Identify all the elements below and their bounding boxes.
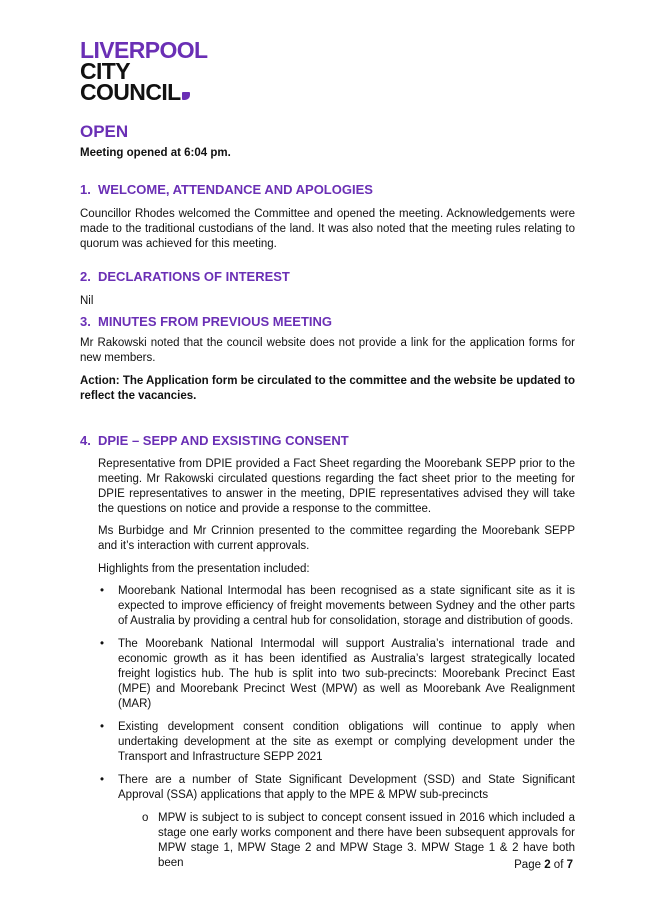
section-4-heading bbox=[80, 433, 349, 448]
page-total: 7 bbox=[566, 859, 573, 871]
section-2-heading bbox=[80, 269, 290, 284]
list-item bbox=[98, 637, 575, 712]
list-item-text: There are a number of State Significant Development (SSD) and State Significant Approval (SSA) applications that apply to the MPE & MPW sub-precincts bbox=[118, 774, 575, 801]
page-footer bbox=[514, 859, 573, 871]
list-item bbox=[98, 773, 575, 871]
bullet-icon: • bbox=[100, 774, 105, 786]
section-3-paragraph: Mr Rakowski noted that the council website does not provide a link for the application forms for new members. bbox=[80, 337, 575, 364]
section-title: WELCOME, ATTENDANCE AND APOLOGIES bbox=[98, 182, 373, 197]
list-item-text: Existing development consent condition obligations will continue to apply when undertaking development at the site as exempt or complying development under the Transport and Infrastructure SEPP 2021 bbox=[118, 721, 575, 763]
bullet-icon: • bbox=[100, 585, 105, 597]
section-number: 3. bbox=[80, 314, 91, 329]
sub-list bbox=[118, 811, 575, 871]
sub-list-item-text: MPW is subject to is subject to concept consent issued in 2016 which included a stage one early works component and there have been subsequent approvals for MPW stage 1, MPW Stage 2 and MPW Stage 3. MPW Stage 1 & 2 have both been bbox=[158, 812, 575, 869]
section-1-heading bbox=[80, 182, 373, 197]
highlights-list bbox=[98, 584, 575, 879]
section-2-paragraph: Nil bbox=[80, 295, 94, 307]
section-number: 2. bbox=[80, 269, 91, 284]
section-4-paragraph-3: Highlights from the presentation included: bbox=[98, 563, 310, 575]
meeting-opened-text: Meeting opened at 6:04 pm. bbox=[80, 147, 231, 159]
logo-line-3-row bbox=[80, 79, 208, 105]
open-heading: OPEN bbox=[80, 122, 129, 141]
section-4-paragraph-2: Ms Burbidge and Mr Crinnion presented to the committee regarding the Moorebank SEPP and it’s interaction with current approvals. bbox=[98, 525, 575, 552]
list-item bbox=[98, 720, 575, 765]
section-title: MINUTES FROM PREVIOUS MEETING bbox=[98, 314, 333, 329]
section-3-action: Action: The Application form be circulated to the committee and the website be updated to reflect the vacancies. bbox=[80, 375, 575, 402]
section-1-paragraph: Councillor Rhodes welcomed the Committee and opened the meeting. Acknowledgements were made to the traditional custodians of the land. It was also noted that the meeting rules relating to quorum was achieved for this meeting. bbox=[80, 208, 575, 250]
list-item bbox=[98, 584, 575, 629]
sub-bullet-icon: o bbox=[142, 812, 149, 824]
sub-list-item bbox=[118, 811, 575, 871]
council-logo bbox=[80, 37, 208, 105]
page-label: Page bbox=[514, 859, 541, 871]
logo-line-3: COUNCIL bbox=[80, 79, 181, 105]
section-title: DPIE – SEPP AND EXSISTING CONSENT bbox=[98, 433, 349, 448]
list-item-text: The Moorebank National Intermodal will support Australia’s international trade and economic growth as it has been identified as Australia’s largest strategically located freight logistics hub. The hub is split into two sub-precincts: Moorebank Precinct East (MPE) and Moorebank Precinct West (MPW) as well as Moorebank Ave Realignment (MAR) bbox=[118, 638, 575, 710]
list-item-text: Moorebank National Intermodal has been recognised as a state significant site as it is expected to improve efficiency of freight movements between Sydney and the other parts of Australia by providing a central hub for consolidation, storage and distribution of goods. bbox=[118, 585, 575, 627]
bullet-icon: • bbox=[100, 721, 105, 733]
logo-heart-icon bbox=[182, 92, 190, 100]
of-label: of bbox=[553, 859, 564, 871]
section-number: 4. bbox=[80, 433, 91, 448]
bullet-icon: • bbox=[100, 638, 105, 650]
logo-line-2: CITY bbox=[80, 58, 130, 84]
section-title: DECLARATIONS OF INTEREST bbox=[98, 269, 290, 284]
logo-line-1: LIVERPOOL bbox=[80, 37, 208, 63]
section-number: 1. bbox=[80, 182, 91, 197]
page-number: 2 bbox=[544, 859, 551, 871]
section-4-paragraph-1: Representative from DPIE provided a Fact Sheet regarding the Moorebank SEPP prior to the meeting. Mr Rakowski circulated questions regarding the fact sheet prior to the meeting for DPIE representatives to answer in the meeting, DPIE representatives advised they will take the questions on notice and provide a response to the committee. bbox=[98, 458, 575, 515]
section-3-heading bbox=[80, 314, 332, 329]
